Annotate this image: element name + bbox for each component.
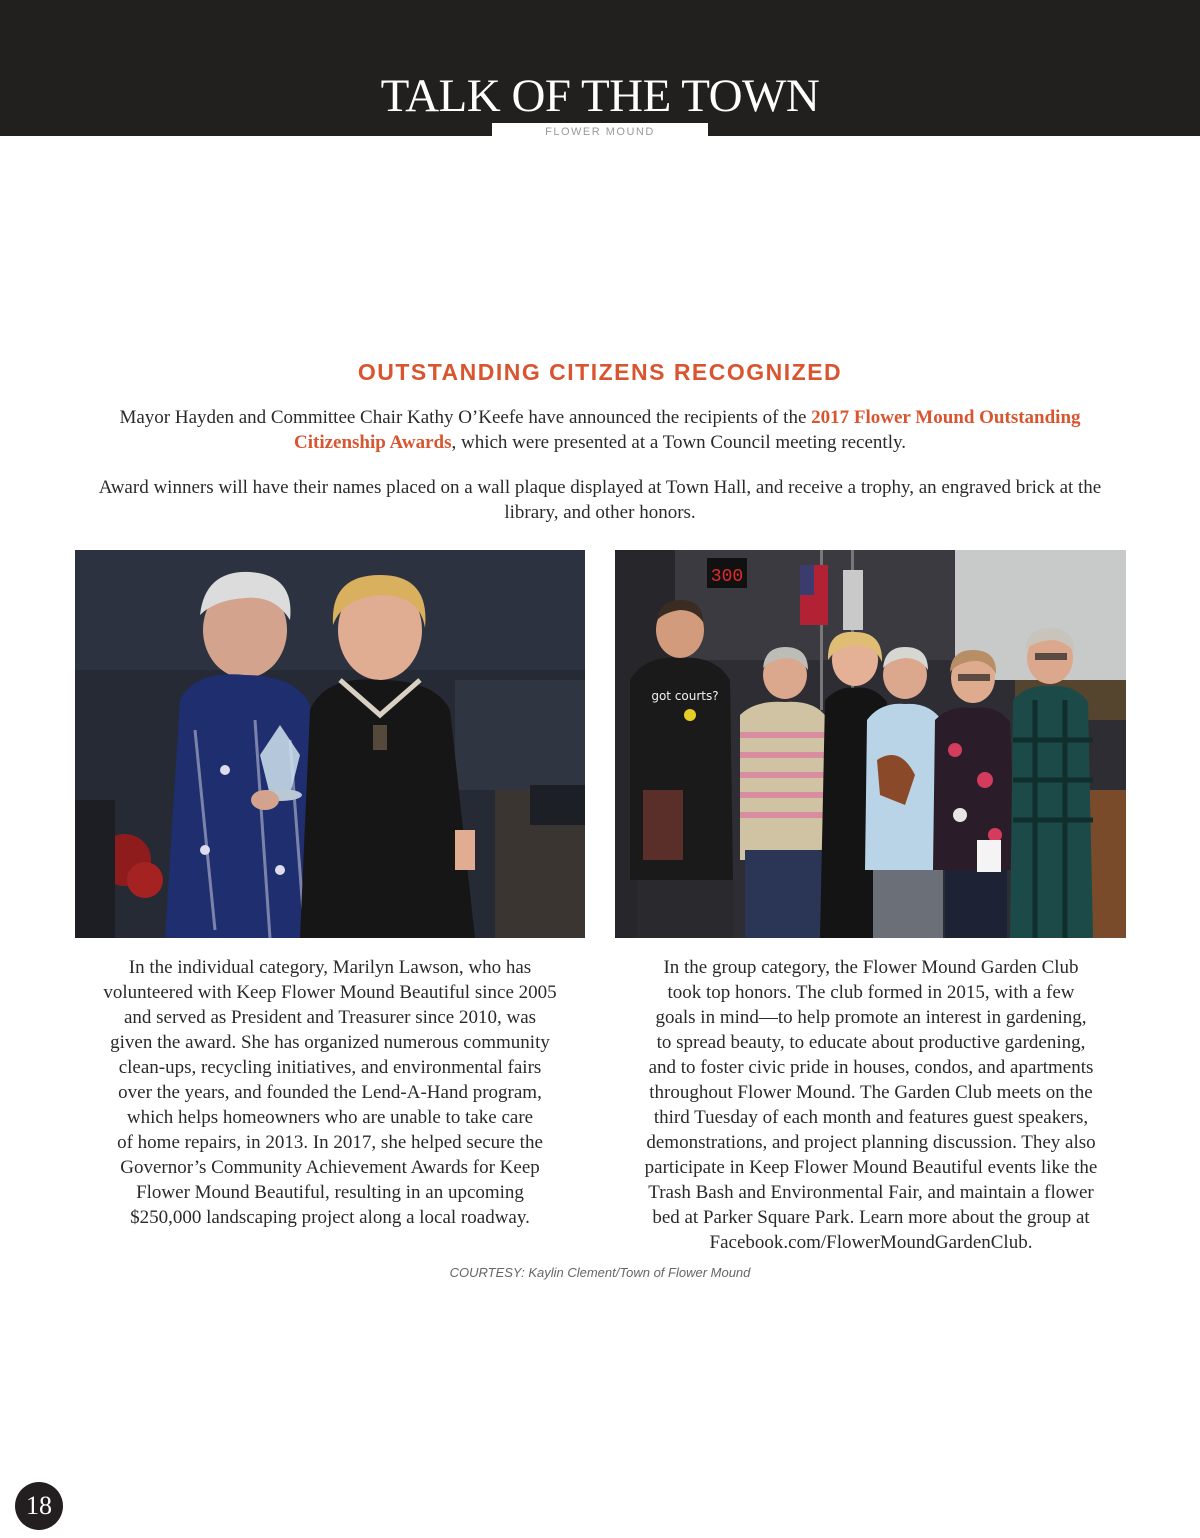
text-line: Facebook.com/FlowerMoundGardenClub.: [709, 1232, 1033, 1253]
photo-garden-club: [615, 550, 1126, 938]
intro-text-before: Mayor Hayden and Committee Chair Kathy O’Keefe have announced the recipients of the: [119, 407, 812, 428]
text-line: Governor’s Community Achievement Awards for Keep: [120, 1157, 540, 1178]
photo-credit: COURTESY: Kaylin Clement/Town of Flower Mound: [449, 1265, 751, 1280]
text-line: Trash Bash and Environmental Fair, and maintain a flower: [648, 1182, 1094, 1203]
text-line: and served as President and Treasurer since 2010, was: [123, 1007, 537, 1028]
text-line: to spread beauty, to educate about productive gardening,: [656, 1032, 1086, 1053]
intro-paragraph: [90, 405, 1110, 455]
text-line: In the group category, the Flower Mound Garden Club: [663, 957, 1079, 978]
text-line: which helps homeowners who are unable to take care: [126, 1107, 534, 1128]
text-line: volunteered with Keep Flower Mound Beautiful since 2005: [103, 982, 557, 1003]
text-line: bed at Parker Square Park. Learn more about the group at: [652, 1207, 1090, 1228]
article-heading: OUTSTANDING CITIZENS RECOGNIZED: [357, 359, 843, 385]
shirt-text: got courts?: [651, 689, 719, 703]
text-line: and to foster civic pride in houses, condos, and apartments: [648, 1057, 1094, 1078]
intro-text-after: , which were presented at a Town Council meeting recently.: [451, 432, 906, 453]
text-line: demonstrations, and project planning discussion. They also: [646, 1132, 1096, 1153]
masthead-title: TALK OF THE TOWN: [380, 70, 820, 122]
text-line: over the years, and founded the Lend-A-Hand program,: [118, 1082, 542, 1103]
text-line: given the award. She has organized numerous community: [110, 1032, 550, 1053]
text-line: took top honors. The club formed in 2015, with a few: [667, 982, 1075, 1003]
text-line: Flower Mound Beautiful, resulting in an upcoming: [136, 1182, 524, 1203]
award-name-highlight: 2017 Flower Mound Outstanding Citizenship Awards: [294, 407, 1081, 453]
text-line: In the individual category, Marilyn Lawson, who has: [128, 957, 532, 978]
text-line: participate in Keep Flower Mound Beautiful events like the: [644, 1157, 1098, 1178]
text-line: goals in mind—to help promote an interest in gardening,: [655, 1007, 1087, 1028]
text-line: $250,000 landscaping project along a local roadway.: [130, 1207, 530, 1228]
clock-display: 300: [710, 567, 744, 587]
text-line: clean-ups, recycling initiatives, and environmental fairs: [118, 1057, 542, 1078]
text-line: throughout Flower Mound. The Garden Club meets on the: [649, 1082, 1093, 1103]
photo-individual-winner: [75, 550, 585, 938]
individual-category-text: [70, 955, 590, 1230]
page-number: 18: [15, 1482, 63, 1530]
group-category-text: [608, 955, 1134, 1255]
intro-paragraph-2: Award winners will have their names placed on a wall plaque displayed at Town Hall, and receive a trophy, an engraved brick at the library, and other honors.: [98, 477, 1102, 523]
text-line: third Tuesday of each month and features guest speakers,: [653, 1107, 1089, 1128]
masthead-subtitle: FLOWER MOUND: [492, 123, 708, 143]
text-line: of home repairs, in 2013. In 2017, she helped secure the: [117, 1132, 543, 1153]
